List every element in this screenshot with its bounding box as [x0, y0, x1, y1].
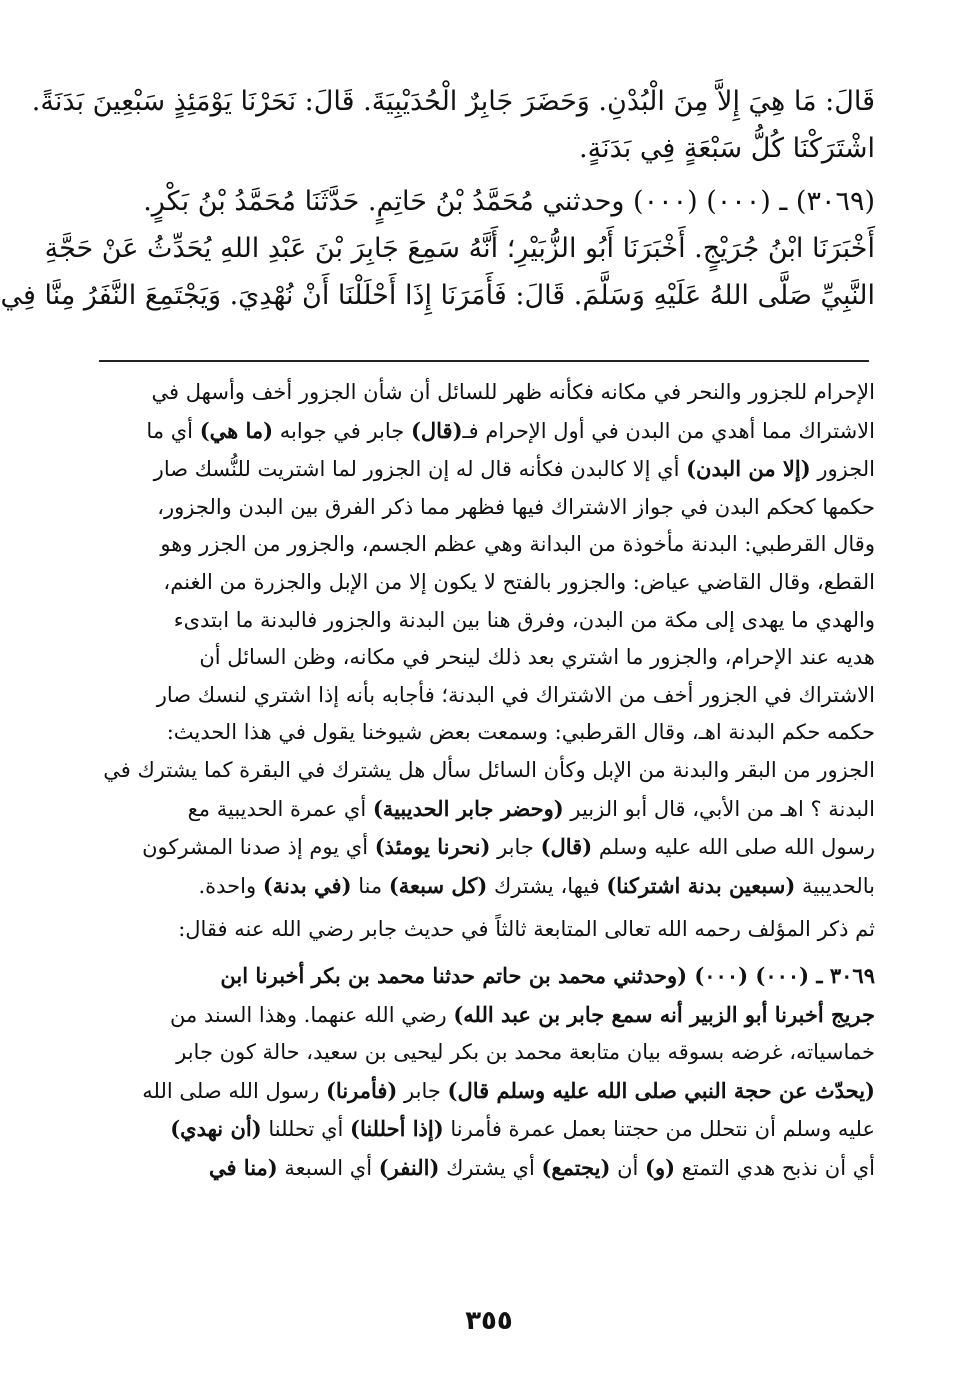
commentary-line [99, 867, 875, 906]
commentary-text: أي ما [146, 418, 200, 443]
commentary-line [99, 1072, 875, 1111]
commentary-text: جابر [490, 835, 541, 860]
commentary-text: جابر في جوابه [273, 418, 411, 443]
bold-quote: (قال) [410, 417, 463, 443]
commentary-text: أي أن نذبح هدي التمتع [675, 1155, 875, 1180]
commentary-text: فيها، يشترك [487, 873, 607, 898]
commentary-text: خماسياته، غرضه بسوقه بيان متابعة محمد بن بكر ليحيى بن سعيد، حالة كون جابر [176, 1040, 875, 1065]
commentary-line [99, 1110, 875, 1149]
commentary-text: القطع، وقال القاضي عياض: والجزور بالفتح لا يكون إلا من الإبل والجزرة من الغنم، [163, 569, 875, 594]
commentary-line [99, 450, 875, 489]
commentary-line [99, 714, 875, 752]
commentary-text: رسول الله صلى الله [142, 1078, 326, 1103]
bold-quote: (قال) [540, 834, 593, 860]
bold-quote: (منا في [208, 1154, 278, 1180]
hadith-text-block [0, 78, 875, 319]
commentary-text: أي يشترك [439, 1155, 542, 1180]
bold-quote: (النفر) [378, 1154, 440, 1180]
hadith-line: (٣٠٦٩) ـ (٠٠٠) (٠٠٠) وحدثني مُحَمَّدُ بْنُ حَاتِمٍ. حَدَّثَنَا مُحَمَّدُ بْنُ بَكْرٍ. [143, 186, 875, 217]
commentary-text: أن [610, 1155, 646, 1180]
commentary-text: بالحديبية [795, 873, 875, 898]
bold-quote: ٣٠٦٩ ـ (٠٠٠) (٠٠٠) (وحدثني محمد بن حاتم حدثنا محمد بن بكر أخبرنا ابن [220, 962, 875, 988]
commentary-line [99, 957, 875, 996]
bold-quote: (أن نهدي) [170, 1116, 262, 1142]
commentary-line [99, 639, 875, 677]
bold-quote: (سبعين بدنة اشتركنا) [606, 872, 796, 898]
commentary-text: الإحرام للجزور والنحر في مكانه فكأنه ظهر للسائل أن شأن الجزور أخف وأسهل في [151, 380, 875, 404]
bold-quote: (و) [645, 1154, 676, 1180]
bold-quote: (فأمرنا) [325, 1077, 398, 1103]
commentary-text: الجزور [810, 457, 875, 482]
hadith-line: النَّبِيِّ صَلَّى اللهُ عَلَيْهِ وَسَلَّمَ. قَالَ: فَأَمَرَنَا إِذَا أَحْلَلْنَا أَنْ نُهْدِيَ. وَيَجْتَمِعَ النَّفَرُ مِنَّا فِي [0, 280, 875, 311]
commentary-text: رسول الله صلى الله عليه وسلم [592, 835, 875, 860]
hadith-line: قَالَ: مَا هِيَ إِلاَّ مِنَ الْبُدْنِ. وَحَضَرَ جَابِرٌ الْحُدَيْبِيَةَ. قَالَ: نَحَرْنَا يَوْمَئِذٍ سَبْعِينَ بَدَنَةً. [31, 86, 875, 117]
commentary-text: جابر [397, 1078, 448, 1103]
commentary-text: وقال القرطبي: البدنة مأخوذة من البدانة وهي عظم الجسم، والجزور من الجزر وهو [160, 532, 875, 557]
commentary-text: عليه وسلم أن نتحلل من حجتنا بعمل عمرة فأمرنا [443, 1117, 875, 1142]
commentary-text: الاشتراك مما أهدي من البدن في أول الإحرام فـ [462, 418, 875, 443]
commentary-text: البدنة ؟ اهـ من الأبي، قال أبو الزبير [563, 796, 875, 821]
bold-quote: (كل سبعة) [388, 872, 488, 898]
bold-quote: جريج أخبرنا أبو الزبير أنه سمع جابر بن عبد الله) [453, 1001, 875, 1027]
commentary-text: الاشتراك في الجزور أخف من الاشتراك في البدنة؛ فأجابه بأنه إذا اشتري لنسك صار [156, 682, 875, 707]
commentary-line [99, 412, 875, 451]
commentary-text: رضي الله عنهما. وهذا السند من [169, 1002, 454, 1027]
commentary-text: أي السبعة [277, 1155, 379, 1180]
hadith-line: أَخْبَرَنَا ابْنُ جُرَيْجٍ. أَخْبَرَنَا أَبُو الزُّبَيْرِ؛ أَنَّهُ سَمِعَ جَابِرَ بْنَ عَبْدِ اللهِ يُحَدِّثُ عَنْ حَجَّةِ [44, 233, 875, 264]
hadith-line: اشْتَرَكْنَا كُلُّ سَبْعَةٍ فِي بَدَنَةٍ. [579, 133, 875, 164]
commentary-text: واحدة. [198, 873, 263, 898]
commentary-line [99, 1034, 875, 1072]
bold-quote: (يجتمع) [541, 1154, 611, 1180]
commentary-text: هديه عند الإحرام، والجزور ما اشتري بعد ذلك لينحر في مكانه، وظن السائل أن [199, 645, 875, 670]
commentary-line [99, 996, 875, 1035]
bold-quote: (نحرنا يومئذ) [374, 834, 491, 860]
section-divider [99, 360, 869, 362]
commentary-text: أي إلا كالبدن فكأنه قال له إن الجزور لما اشتريت للنُّسك صار [153, 457, 687, 482]
bold-quote: (ما هي) [199, 417, 274, 443]
commentary-line [99, 564, 875, 602]
commentary-line [99, 1149, 875, 1188]
commentary-text: الجزور من البقر والبدنة من الإبل وكأن السائل سأل هل يشترك في البقرة كما يشترك في [103, 757, 875, 782]
commentary-text: منا [351, 873, 389, 898]
bold-quote: (إذا أحللنا) [350, 1116, 444, 1142]
commentary-line [99, 526, 875, 564]
bold-quote: (إلا من البدن) [686, 456, 811, 482]
commentary-line [99, 602, 875, 640]
commentary-text: أي عمرة الحديبية مع [187, 796, 373, 821]
commentary-line [99, 677, 875, 715]
page-number: ٣٥٥ [465, 1306, 513, 1336]
commentary-text: والهدي ما يهدى إلى مكة من البدن، وفرق هنا بين البدنة والجزور فالبدنة ما ابتدىء [173, 607, 875, 632]
commentary-line [99, 374, 875, 412]
commentary-line [99, 828, 875, 867]
commentary-paragraph [99, 374, 875, 905]
bold-quote: (يحدّث عن حجة النبي صلى الله عليه وسلم قال) [447, 1077, 875, 1103]
commentary-text: حكمها كحكم البدن في جواز الاشتراك فيها فظهر مما ذكر الفرق بين البدن والجزور، [157, 494, 875, 519]
commentary-paragraph-2 [99, 957, 875, 1188]
commentary-text: أي يوم إذ صدنا المشركون [142, 835, 375, 860]
commentary-line [99, 489, 875, 527]
hadith-text [0, 78, 875, 319]
commentary-text: أي تحللنا [261, 1117, 351, 1142]
commentary-block [99, 374, 875, 1187]
bold-quote: (في بدنة) [262, 872, 352, 898]
commentary-text: حكمه حكم البدنة اهـ، وقال القرطبي: وسمعت بعض شيوخنا يقول في هذا الحديث: [166, 720, 875, 745]
commentary-line [99, 790, 875, 829]
commentary-intro: ثم ذكر المؤلف رحمه الله تعالى المتابعة ثالثاً في حديث جابر رضي الله عنه فقال: [178, 917, 875, 942]
bold-quote: (وحضر جابر الحديبية) [372, 795, 564, 821]
commentary-line [99, 752, 875, 790]
